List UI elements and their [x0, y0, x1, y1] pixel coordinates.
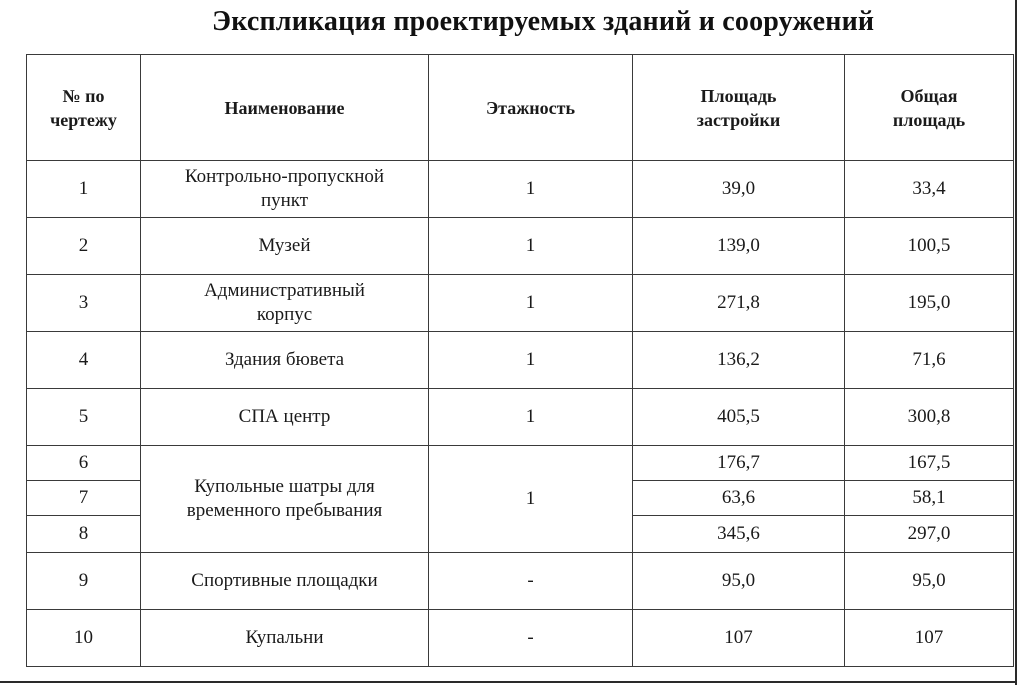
cell-floors: 1: [429, 389, 633, 446]
cell-name-merged: [141, 446, 429, 553]
cell-num: 2: [27, 218, 141, 275]
cell-floors: 1: [429, 218, 633, 275]
header-num-line1: № по: [62, 85, 105, 106]
cell-area: 345,6: [633, 516, 845, 553]
table-row: [27, 332, 1014, 389]
table-row: [27, 553, 1014, 610]
cell-area: 136,2: [633, 332, 845, 389]
cell-area: 139,0: [633, 218, 845, 275]
cell-total: 195,0: [845, 275, 1014, 332]
cell-total: 33,4: [845, 161, 1014, 218]
cell-name: [141, 275, 429, 332]
header-floors: Этажность: [429, 55, 633, 161]
frame-border-right: [1015, 0, 1017, 685]
cell-num: 7: [27, 481, 141, 516]
header-area-line1: Площадь: [700, 85, 777, 106]
header-name: Наименование: [141, 55, 429, 161]
header-area: [633, 55, 845, 161]
cell-area: 63,6: [633, 481, 845, 516]
cell-name: Музей: [141, 218, 429, 275]
cell-num: 6: [27, 446, 141, 481]
table-row: [27, 610, 1014, 667]
table-row: [27, 218, 1014, 275]
cell-total: 71,6: [845, 332, 1014, 389]
cell-total: 58,1: [845, 481, 1014, 516]
header-total-line2: площадь: [892, 109, 966, 130]
cell-area: 176,7: [633, 446, 845, 481]
cell-name-line2: временного пребывания: [186, 500, 383, 521]
table-row: [27, 446, 1014, 481]
cell-area: 271,8: [633, 275, 845, 332]
cell-name-line1: Купольные шатры для: [194, 476, 375, 497]
cell-num: 8: [27, 516, 141, 553]
table-row: [27, 389, 1014, 446]
cell-num: 1: [27, 161, 141, 218]
header-total: [845, 55, 1014, 161]
cell-floors: 1: [429, 332, 633, 389]
table-row: [27, 161, 1014, 218]
table-header-row: [27, 55, 1014, 161]
cell-name-line1: Административный: [204, 280, 365, 301]
cell-name: СПА центр: [141, 389, 429, 446]
header-num-line2: чертежу: [50, 109, 117, 130]
cell-name: [141, 161, 429, 218]
cell-total: 300,8: [845, 389, 1014, 446]
cell-total: 107: [845, 610, 1014, 667]
page-title: Экспликация проектируемых зданий и сооружений: [212, 6, 875, 37]
cell-area: 107: [633, 610, 845, 667]
cell-num: 5: [27, 389, 141, 446]
cell-num: 9: [27, 553, 141, 610]
header-num: [27, 55, 141, 161]
cell-name-line2: корпус: [256, 304, 313, 325]
cell-name: Здания бювета: [141, 332, 429, 389]
cell-area: 405,5: [633, 389, 845, 446]
cell-area: 95,0: [633, 553, 845, 610]
cell-total: 297,0: [845, 516, 1014, 553]
cell-name: Купальни: [141, 610, 429, 667]
cell-floors: 1: [429, 161, 633, 218]
cell-name: Спортивные площадки: [141, 553, 429, 610]
cell-floors: -: [429, 610, 633, 667]
cell-floors-merged: 1: [429, 446, 633, 553]
cell-floors: -: [429, 553, 633, 610]
header-area-line2: застройки: [696, 109, 781, 130]
cell-num: 3: [27, 275, 141, 332]
cell-floors: 1: [429, 275, 633, 332]
header-total-line1: Общая: [900, 85, 958, 106]
cell-total: 100,5: [845, 218, 1014, 275]
cell-num: 10: [27, 610, 141, 667]
cell-total: 167,5: [845, 446, 1014, 481]
cell-total: 95,0: [845, 553, 1014, 610]
frame-border-bottom: [0, 681, 1017, 683]
cell-name-line2: пункт: [260, 190, 309, 211]
table-row: [27, 275, 1014, 332]
explication-table: [26, 54, 1014, 667]
cell-area: 39,0: [633, 161, 845, 218]
cell-num: 4: [27, 332, 141, 389]
cell-name-line1: Контрольно-пропускной: [184, 166, 385, 187]
